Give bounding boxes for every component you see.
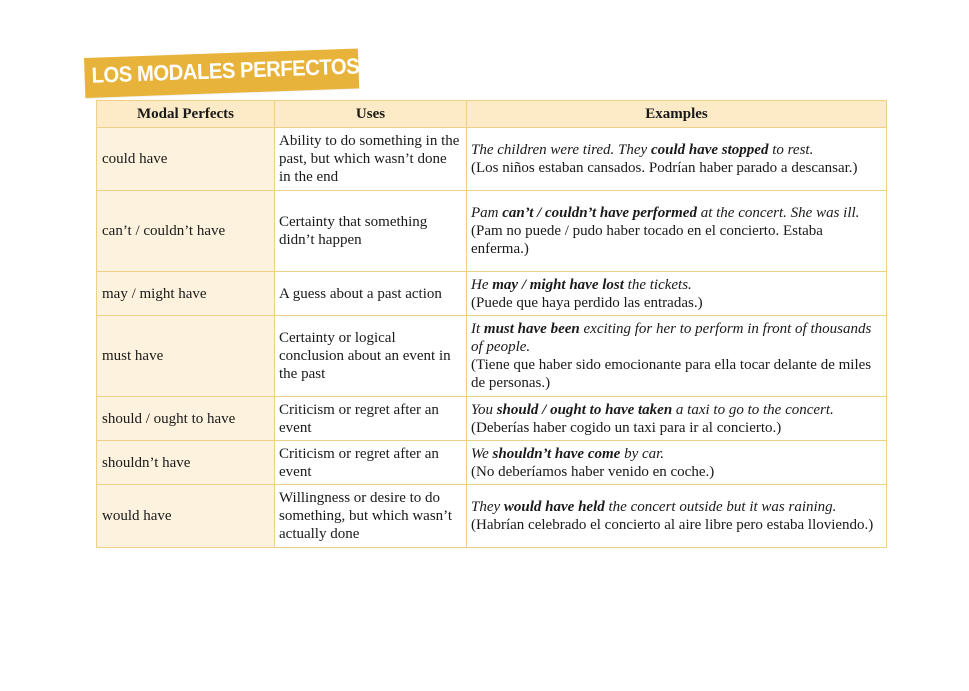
example-spanish: (Tiene que haber sido emocionante para ella tocar delante de miles de personas.) bbox=[471, 357, 872, 391]
example-cell bbox=[467, 272, 887, 316]
table-row bbox=[97, 316, 887, 397]
modal-cell: could have bbox=[97, 128, 275, 191]
example-spanish: (Puede que haya perdido las entradas.) bbox=[471, 294, 703, 311]
header-uses: Uses bbox=[275, 101, 467, 128]
uses-cell: Criticism or regret after an event bbox=[275, 441, 467, 485]
table-row bbox=[97, 272, 887, 316]
modal-cell: can’t / couldn’t have bbox=[97, 191, 275, 272]
example-english-pre: They bbox=[471, 499, 504, 515]
modal-perfects-table bbox=[96, 100, 887, 548]
example-spanish: (Habrían celebrado el concierto al aire libre pero estaba lloviendo.) bbox=[471, 517, 874, 533]
example-english-modal: should / ought to have taken bbox=[496, 401, 673, 418]
example-english-pre: It bbox=[471, 321, 484, 337]
example-spanish: (Deberías haber cogido un taxi para ir al concierto.) bbox=[471, 419, 782, 436]
modal-cell: should / ought to have bbox=[97, 397, 275, 441]
example-english-modal: shouldn’t have come bbox=[492, 445, 621, 462]
modal-cell: shouldn’t have bbox=[97, 441, 275, 485]
example-english-modal: would have held bbox=[503, 499, 605, 515]
example-english-pre: He bbox=[471, 276, 493, 293]
title-banner bbox=[84, 48, 359, 98]
example-english-pre: We bbox=[471, 445, 493, 462]
example-english-post: the concert outside but it was raining. bbox=[604, 499, 837, 515]
modal-cell: must have bbox=[97, 316, 275, 397]
example-english bbox=[471, 498, 882, 516]
modal-cell: may / might have bbox=[97, 272, 275, 316]
example-english-post: the tickets. bbox=[623, 276, 692, 293]
example-cell bbox=[467, 128, 887, 191]
example-english-modal: may / might have lost bbox=[492, 276, 624, 293]
example-english-post: exciting for her to perform in front of thousands of people. bbox=[471, 321, 872, 355]
uses-cell: Criticism or regret after an event bbox=[275, 397, 467, 441]
example-english bbox=[471, 204, 882, 222]
modal-cell: would have bbox=[97, 485, 275, 548]
header-row bbox=[97, 101, 887, 128]
uses-cell: Certainty that something didn’t happen bbox=[275, 191, 467, 272]
example-english-modal: can’t / couldn’t have performed bbox=[502, 205, 697, 221]
table-row bbox=[97, 441, 887, 485]
uses-cell: Certainty or logical conclusion about an event in the past bbox=[275, 316, 467, 397]
uses-cell: Willingness or desire to do something, but which wasn’t actually done bbox=[275, 485, 467, 548]
example-english bbox=[471, 141, 882, 159]
example-english bbox=[471, 320, 882, 356]
header-examples: Examples bbox=[467, 101, 887, 128]
example-english-post: to rest. bbox=[768, 142, 814, 158]
example-english bbox=[471, 445, 882, 463]
table-row bbox=[97, 191, 887, 272]
example-english-modal: must have been bbox=[483, 321, 580, 337]
example-spanish: (No deberíamos haber venido en coche.) bbox=[471, 463, 715, 480]
example-english-pre: The children were tired. They bbox=[471, 142, 651, 158]
example-cell bbox=[467, 441, 887, 485]
example-english-post: at the concert. She was ill. bbox=[696, 205, 860, 221]
example-english-post: a taxi to go to the concert. bbox=[672, 401, 834, 418]
example-english bbox=[471, 276, 882, 294]
page-title: LOS MODALES PERFECTOS bbox=[91, 53, 360, 88]
example-english-post: by car. bbox=[620, 445, 665, 462]
table-row bbox=[97, 397, 887, 441]
table-row bbox=[97, 485, 887, 548]
example-cell bbox=[467, 316, 887, 397]
example-english-modal: could have stopped bbox=[650, 142, 769, 158]
example-english-pre: Pam bbox=[471, 205, 503, 221]
uses-cell: Ability to do something in the past, but which wasn’t done in the end bbox=[275, 128, 467, 191]
example-english bbox=[471, 401, 882, 419]
example-spanish: (Los niños estaban cansados. Podrían haber parado a descansar.) bbox=[471, 160, 858, 176]
table-row bbox=[97, 128, 887, 191]
example-cell bbox=[467, 485, 887, 548]
header-modal: Modal Perfects bbox=[97, 101, 275, 128]
uses-cell: A guess about a past action bbox=[275, 272, 467, 316]
example-english-pre: You bbox=[471, 401, 497, 418]
example-spanish: (Pam no puede / pudo haber tocado en el concierto. Estaba enferma.) bbox=[471, 223, 823, 257]
example-cell bbox=[467, 397, 887, 441]
example-cell bbox=[467, 191, 887, 272]
